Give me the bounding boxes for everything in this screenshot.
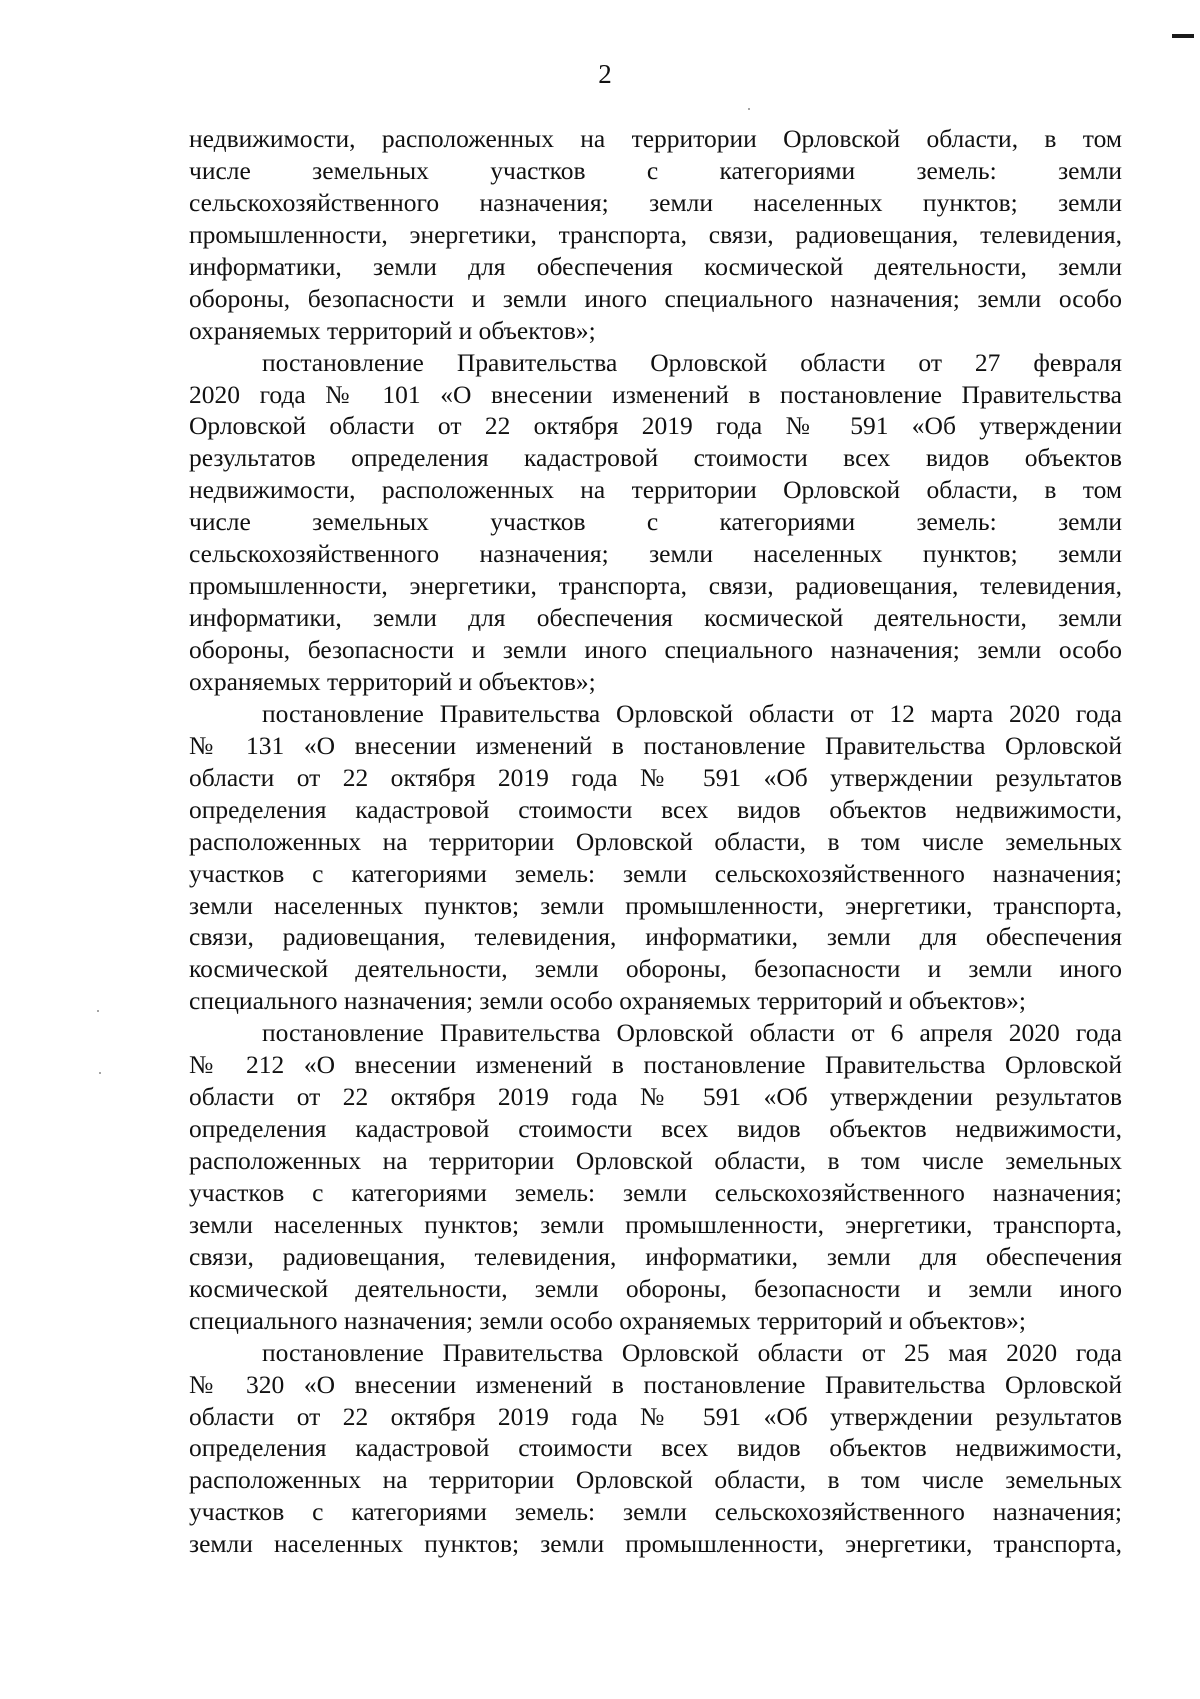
text-line: космической деятельности, земли обороны, безопасности и земли иного — [189, 1273, 1122, 1303]
text-line: связи, радиовещания, телевидения, информатики, земли для обеспечения — [189, 1241, 1122, 1271]
paragraph — [189, 1017, 1122, 1336]
text-line: информатики, земли для обеспечения космической деятельности, земли — [189, 251, 1122, 281]
text-line: специального назначения; земли особо охраняемых территорий и объектов»; — [189, 986, 1026, 1016]
text-line: области от 22 октября 2019 года № 591 «Об утверждении результатов — [189, 762, 1122, 792]
text-line: недвижимости, расположенных на территории Орловской области, в том — [189, 124, 1122, 153]
text-line: обороны, безопасности и земли иного специального назначения; земли особо — [189, 635, 1122, 664]
text-line: земли населенных пунктов; земли промышленности, энергетики, транспорта, — [189, 1529, 1122, 1559]
paragraph — [189, 1337, 1122, 1561]
text-line: определения кадастровой стоимости всех видов объектов недвижимости, — [189, 794, 1122, 824]
scan-speck — [748, 108, 750, 110]
text-line: постановление Правительства Орловской области от 12 марта 2020 года — [262, 698, 1122, 728]
text-line: земли населенных пунктов; земли промышленности, энергетики, транспорта, — [189, 1209, 1122, 1239]
paragraph — [189, 347, 1122, 698]
paragraph — [189, 698, 1122, 1017]
text-line: Орловской области от 22 октября 2019 года № 591 «Об утверждении — [189, 411, 1122, 441]
text-line: числе земельных участков с категориями земель: земли — [189, 507, 1122, 537]
text-line: постановление Правительства Орловской области от 27 февраля — [262, 347, 1122, 377]
text-line: охраняемых территорий и объектов»; — [189, 315, 596, 345]
scan-speck — [97, 1010, 99, 1012]
text-line: сельскохозяйственного назначения; земли населенных пунктов; земли — [189, 539, 1122, 569]
page-number: 2 — [598, 59, 612, 89]
text-line: связи, радиовещания, телевидения, информатики, земли для обеспечения — [189, 922, 1122, 952]
text-line: расположенных на территории Орловской области, в том числе земельных — [189, 1465, 1122, 1495]
text-line: обороны, безопасности и земли иного специального назначения; земли особо — [189, 283, 1122, 313]
corner-scan-mark — [1172, 34, 1194, 38]
text-line: сельскохозяйственного назначения; земли населенных пунктов; земли — [189, 187, 1122, 217]
text-line: участков с категориями земель: земли сельскохозяйственного назначения; — [189, 1497, 1122, 1527]
text-line: № 212 «О внесении изменений в постановление Правительства Орловской — [189, 1050, 1122, 1080]
text-line: области от 22 октября 2019 года № 591 «Об утверждении результатов — [189, 1082, 1122, 1112]
text-line: земли населенных пунктов; земли промышленности, энергетики, транспорта, — [189, 890, 1122, 920]
text-line: определения кадастровой стоимости всех видов объектов недвижимости, — [189, 1433, 1122, 1463]
text-line: определения кадастровой стоимости всех видов объектов недвижимости, — [189, 1114, 1122, 1144]
text-line: расположенных на территории Орловской области, в том числе земельных — [189, 826, 1122, 856]
text-line: № 320 «О внесении изменений в постановление Правительства Орловской — [189, 1369, 1122, 1399]
text-line: информатики, земли для обеспечения космической деятельности, земли — [189, 603, 1122, 633]
text-line: участков с категориями земель: земли сельскохозяйственного назначения; — [189, 858, 1122, 888]
scan-speck — [99, 1072, 101, 1074]
text-line: недвижимости, расположенных на территории Орловской области, в том — [189, 475, 1122, 505]
text-line: участков с категориями земель: земли сельскохозяйственного назначения; — [189, 1177, 1122, 1207]
text-line: промышленности, энергетики, транспорта, связи, радиовещания, телевидения, — [189, 571, 1122, 601]
text-line: специального назначения; земли особо охраняемых территорий и объектов»; — [189, 1305, 1026, 1335]
paragraph — [189, 123, 1122, 347]
text-line: области от 22 октября 2019 года № 591 «Об утверждении результатов — [189, 1401, 1122, 1431]
text-line: охраняемых территорий и объектов»; — [189, 666, 596, 696]
text-line: космической деятельности, земли обороны, безопасности и земли иного — [189, 954, 1122, 984]
text-line: 2020 года № 101 «О внесении изменений в постановление Правительства — [189, 379, 1122, 409]
text-line: постановление Правительства Орловской области от 6 апреля 2020 года — [262, 1018, 1122, 1048]
text-line: результатов определения кадастровой стоимости всех видов объектов — [189, 443, 1122, 473]
text-line: расположенных на территории Орловской области, в том числе земельных — [189, 1146, 1122, 1175]
text-line: постановление Правительства Орловской области от 25 мая 2020 года — [262, 1337, 1122, 1367]
text-line: № 131 «О внесении изменений в постановление Правительства Орловской — [189, 730, 1122, 760]
text-line: промышленности, энергетики, транспорта, связи, радиовещания, телевидения, — [189, 219, 1122, 249]
text-line: числе земельных участков с категориями земель: земли — [189, 155, 1122, 185]
document-body — [189, 123, 1122, 1560]
